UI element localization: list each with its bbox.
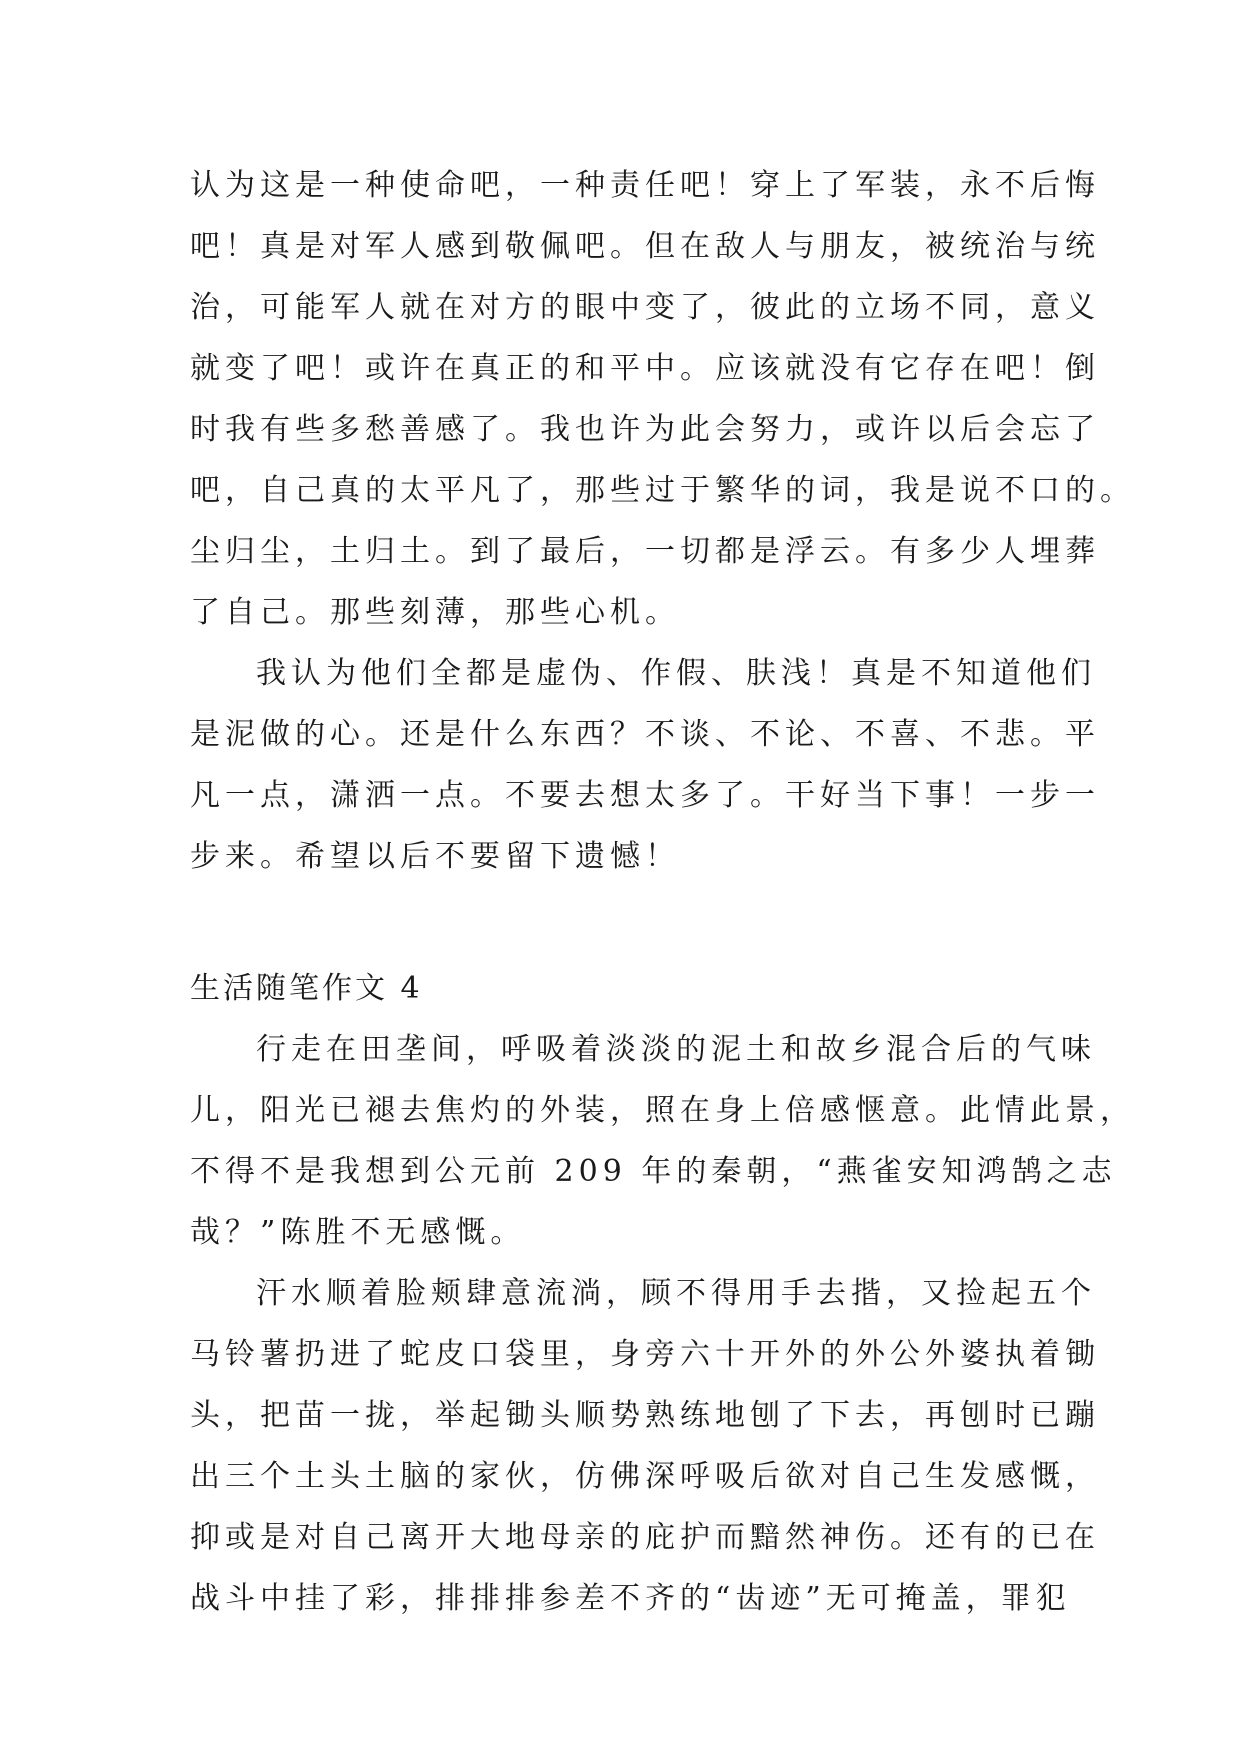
text-line: 了自己。那些刻薄，那些心机。	[190, 595, 680, 630]
paragraph-1	[190, 155, 1135, 643]
text-line: 吧！真是对军人感到敬佩吧。但在敌人与朋友，被统治与统	[190, 229, 1100, 264]
paragraph-3	[190, 1019, 1135, 1263]
text-line: 行走在田垄间，呼吸着淡淡的泥土和故乡混合后的气味	[256, 1032, 1096, 1067]
text-line: 儿，阳光已褪去焦灼的外装，照在身上倍感惬意。此情此景，	[190, 1093, 1135, 1128]
text-line: 不得不是我想到公元前 209 年的秦朝，“燕雀安知鸿鹄之志	[190, 1154, 1117, 1189]
text-line: 是泥做的心。还是什么东西？不谈、不论、不喜、不悲。平	[190, 717, 1100, 752]
text-line: 我认为他们全都是虚伪、作假、肤浅！真是不知道他们	[256, 656, 1096, 691]
text-line: 时我有些多愁善感了。我也许为此会努力，或许以后会忘了	[190, 412, 1100, 447]
text-line: 哉？”陈胜不无感慨。	[190, 1215, 526, 1250]
document-page	[190, 155, 1135, 1629]
text-line: 认为这是一种使命吧，一种责任吧！穿上了军装，永不后悔	[190, 168, 1100, 203]
text-line: 凡一点，潇洒一点。不要去想太多了。干好当下事！一步一	[190, 778, 1100, 813]
text-line: 尘归尘，土归土。到了最后，一切都是浮云。有多少人埋葬	[190, 534, 1100, 569]
text-line: 就变了吧！或许在真正的和平中。应该就没有它存在吧！倒	[190, 351, 1100, 386]
paragraph-4	[190, 1263, 1100, 1629]
text-line: 汗水顺着脸颊肆意流淌，顾不得用手去揩，又捡起五个	[256, 1276, 1096, 1311]
text-line: 治，可能军人就在对方的眼中变了，彼此的立场不同，意义	[190, 290, 1100, 325]
text-line: 抑或是对自己离开大地母亲的庇护而黯然神伤。还有的已在	[190, 1520, 1100, 1555]
text-line: 出三个土头土脑的家伙，仿佛深呼吸后欲对自己生发感慨，	[190, 1459, 1100, 1494]
section-heading: 生活随笔作文 4	[190, 971, 423, 1006]
text-line: 头，把苗一拢，举起锄头顺势熟练地刨了下去，再刨时已蹦	[190, 1398, 1100, 1433]
text-line: 马铃薯扔进了蛇皮口袋里，身旁六十开外的外公外婆执着锄	[190, 1337, 1100, 1372]
text-line: 吧，自己真的太平凡了，那些过于繁华的词，我是说不口的。	[190, 473, 1135, 508]
paragraph-2	[190, 643, 1100, 887]
text-line: 步来。希望以后不要留下遗憾！	[190, 839, 680, 874]
text-line: 战斗中挂了彩，排排排参差不齐的“齿迹”无可掩盖，罪犯	[190, 1581, 1071, 1616]
